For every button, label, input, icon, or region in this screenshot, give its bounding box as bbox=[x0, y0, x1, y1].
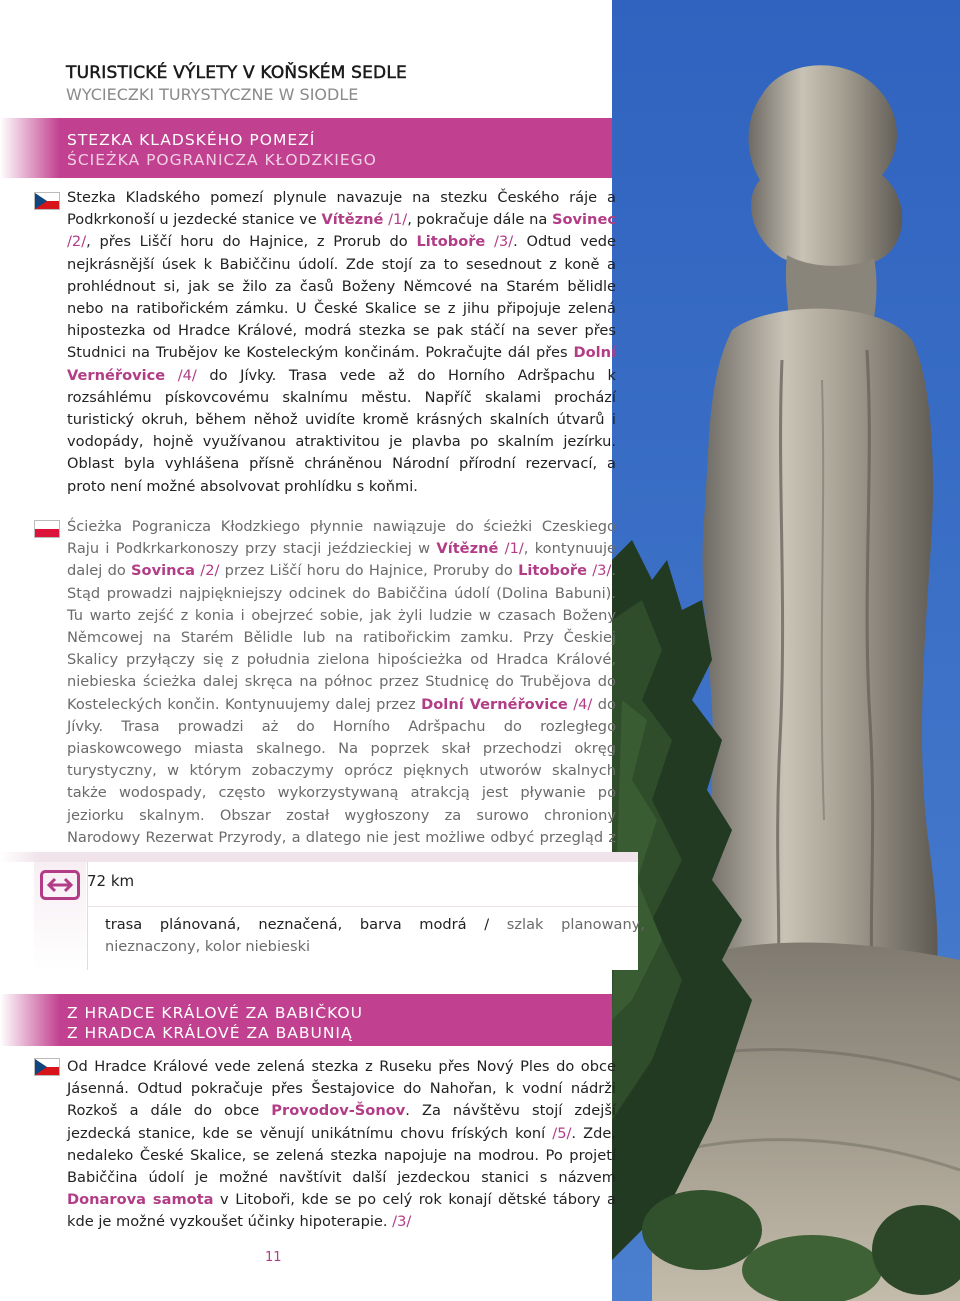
divider bbox=[87, 906, 638, 907]
page-number: 11 bbox=[265, 1250, 282, 1265]
czech-flag-icon bbox=[34, 1058, 60, 1076]
place-donarova-samota: Donarova samota bbox=[67, 1191, 214, 1209]
place-provodov-sonov: Provodov-Šonov bbox=[271, 1102, 406, 1120]
page-header bbox=[66, 62, 606, 106]
polish-flag-icon bbox=[34, 520, 60, 538]
place-litobore: Litoboře bbox=[518, 562, 587, 580]
text-run: . Za návštěvu stojí zdejší jezdecká stanice, kde se věnují unikátnímu chovu fríských koní bbox=[67, 1102, 616, 1142]
paragraph-cz-babicka bbox=[67, 1056, 616, 1234]
route-desc-cz: trasa plánovaná, neznačená, barva modrá / bbox=[105, 916, 507, 933]
info-band bbox=[0, 852, 638, 862]
text-run: do Jívky. Trasa vede až do Horního Adršpachu k rozsáhlému pískovcovému skalnímu městu. Napříč skalami prochází turistický okruh, během něhož uvidíte kromě krásných skalních útvarů i vodopády, hojně využívanou atraktivitou je plavba po skalním jezírku. Oblast byla vyhlášena přísně chráněnou Národní přírodní rezervací, a proto není možné absolvovat prohlídku s koňmi. bbox=[67, 366, 617, 495]
route-distance: 72 km bbox=[87, 872, 135, 890]
place-litobore: Litoboře bbox=[416, 233, 486, 251]
page-title-pl: WYCIECZKI TURYSTYCZNE W SIODLE bbox=[66, 85, 359, 104]
text-run: . Stąd prowadzi najpiękniejszy odcinek do Babiččina údolí (Dolina Babuni). Tu warto zejść z konia i obejrzeć sobie, jak żyli ludzie w czasach Boženy Němcowej na Starém Bělidle lub na ratibořickim zamku. Przy Českiej Skalicy przyłączy się z południa zielona hipościeżka od Hradca Králové, niebieska ścieżka dalej skręca na północ przez Studnicę do Trubějova do Kosteleckých končin. Kontynuujemy dalej przez bbox=[67, 562, 617, 713]
text-run: . Odtud vede nejkrásnější úsek k Babiččinu údolí. Zde stojí za to sesednout z koně a prohlédnout si, jak se žilo za časů Boženy Němcové na Starém bělidle nebo na ratibořickém zámku. U České Skalice se z jihu připojuje zelená hipostezka od Hradce Králové, modrá stezka se pak stáčí na sever přes Studnici na Trubějov ke Kosteleckým končinám. Pokračujte dál přes bbox=[67, 233, 616, 362]
place-sovinec: Sovinec bbox=[552, 211, 616, 229]
ref-number: /3/ bbox=[485, 233, 514, 251]
rock-tower-photo bbox=[612, 0, 960, 1301]
ref-number: /1/ bbox=[498, 540, 524, 558]
ref-number: /4/ bbox=[165, 366, 197, 384]
place-vitezne: Vítězné bbox=[436, 540, 499, 558]
ref-number: /5/ bbox=[552, 1124, 572, 1142]
section-title-cz: Z HRADCE KRÁLOVÉ ZA BABIČKOU bbox=[67, 1004, 363, 1022]
text-run: Stezka Kladského pomezí plynule navazuje na stezku Českého ráje a Podkrkonoší u jezdecké stanice ve bbox=[67, 189, 616, 229]
ref-number: /1/ bbox=[383, 211, 408, 229]
text-run: przez Liščí horu do Hajnice, Proruby do bbox=[219, 562, 519, 580]
double-arrow-icon bbox=[40, 870, 80, 900]
route-info-box bbox=[34, 862, 645, 970]
ref-number: /2/ bbox=[195, 562, 220, 580]
page-title-cz: TURISTICKÉ VÝLETY V KOŇSKÉM SEDLE bbox=[66, 63, 407, 83]
route-desc-pl: szlak planowany, nieznaczony, kolor niebieski bbox=[105, 916, 645, 955]
section-banner-kladsko bbox=[0, 118, 612, 178]
text-run: do Jívky. Trasa prowadzi aż do Horního Adršpachu do rozległego piaskowcowego miasta skalnego. Na poprzek skał przechodzi okręg turystyczny, w którym zobaczymy oprócz pięknych utworów skalnych także wodospady, często wykorzystywaną atrakcją jest pływanie po jeziorku skalnym. Obszar został wygłoszony za surowo chroniony Narodowy Rezerwat Przyrody, a dlatego nie jest możliwe odbyć przegląd z bbox=[67, 695, 616, 846]
place-sovinca: Sovinca bbox=[131, 562, 195, 580]
place-dolni-vernerovice: Dolní Vernéřovice bbox=[67, 344, 616, 384]
text-run: , kontynuuje dalej do bbox=[67, 540, 616, 580]
text-run: v Litoboři, kde se po celý rok konají dětské tábory a kde je možné vyzkoušet účinky hipoterapie. bbox=[67, 1191, 616, 1231]
text-run: Od Hradce Králové vede zelená stezka z Ruseku přes Nový Ples do obce Jásenná. Odtud pokračuje přes Šestajovice do Nahořan, k vodní nádrži Rozkoš a dále do obce bbox=[67, 1058, 616, 1120]
place-dolni-vernerovice: Dolní Vernéřovice bbox=[421, 695, 568, 713]
text-run: , přes Liščí horu do Hajnice, z Prorub do bbox=[86, 233, 417, 251]
place-vitezne: Vítězné bbox=[321, 211, 384, 229]
ref-number: /3/ bbox=[392, 1213, 412, 1231]
ref-number: /4/ bbox=[567, 695, 593, 713]
ref-number: /3/ bbox=[586, 562, 612, 580]
text-run: , pokračuje dále na bbox=[407, 211, 552, 229]
ref-number: /2/ bbox=[67, 233, 87, 251]
text-run: Ścieżka Pogranicza Kłodzkiego płynnie nawiązuje do ścieżki Czeskiego Raju i Podkrkarkonoszy przy stacji jeździeckiej w bbox=[67, 518, 616, 558]
section-banner-babicka bbox=[0, 994, 612, 1046]
section-title-pl: Z HRADCA KRÁLOVÉ ZA BABUNIĄ bbox=[67, 1024, 353, 1042]
czech-flag-icon bbox=[34, 192, 60, 210]
text-run: . Zde, nedaleko České Skalice, se zelená stezka napojuje na modrou. Po projetí Babiččina údolí je možné navštívit další jezdeckou stanici s názvem bbox=[67, 1124, 616, 1187]
route-description bbox=[105, 914, 645, 958]
paragraph-cz-kladsko bbox=[67, 187, 616, 498]
section-title-cz: STEZKA KLADSKÉHO POMEZÍ bbox=[67, 131, 316, 149]
section-title-pl: ŚCIEŻKA POGRANICZA KŁODZKIEGO bbox=[67, 151, 377, 169]
paragraph-pl-kladsko bbox=[67, 516, 616, 871]
info-icon-cell bbox=[34, 862, 86, 970]
